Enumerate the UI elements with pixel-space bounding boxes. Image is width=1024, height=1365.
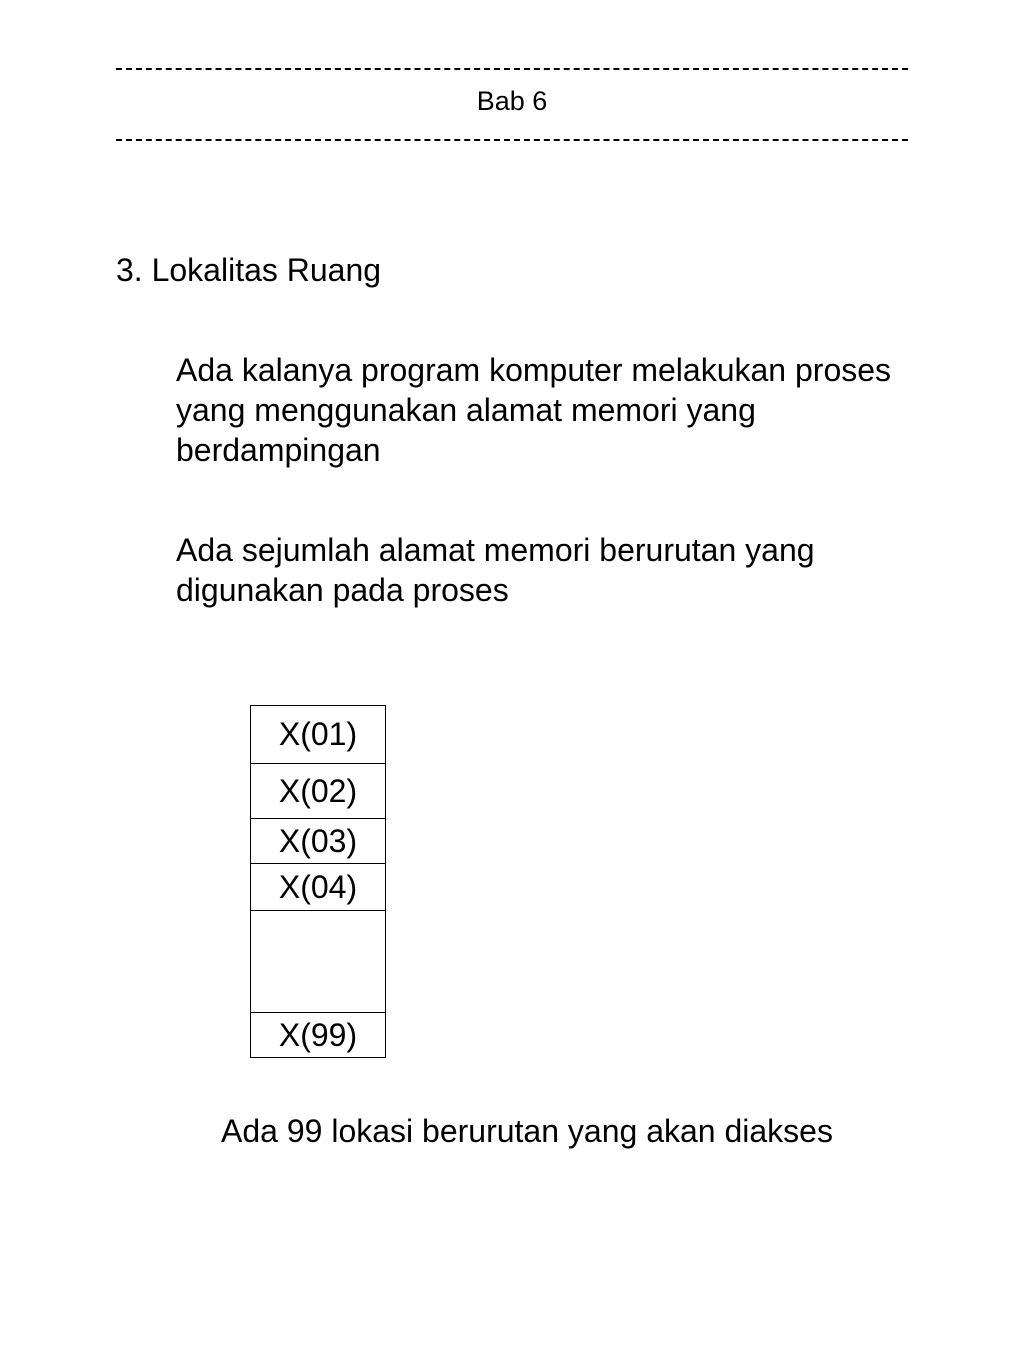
- paragraph-line: Ada sejumlah alamat memori berurutan yang: [176, 532, 815, 568]
- section-heading: 3. Lokalitas Ruang: [116, 252, 382, 288]
- table-caption: Ada 99 lokasi berurutan yang akan diakses: [221, 1113, 833, 1149]
- chapter-title: Bab 6: [476, 86, 548, 116]
- paragraph-line: berdampingan: [176, 432, 381, 468]
- memory-cell: X(02): [251, 764, 385, 819]
- memory-cell: X(99): [278, 1016, 358, 1053]
- memory-cell: X(03): [251, 819, 385, 864]
- memory-cell-ellipsis-gap: [251, 911, 385, 1013]
- paragraph-line: digunakan pada proses: [176, 572, 509, 608]
- memory-cell: X(04): [251, 864, 385, 911]
- paragraph-line: Ada kalanya program komputer melakukan proses: [176, 352, 892, 388]
- header-divider-top: [116, 68, 908, 70]
- memory-cell: X(01): [251, 706, 385, 764]
- paragraph-adjacent-addresses: [176, 350, 976, 470]
- paragraph-line: yang menggunakan alamat memori yang: [176, 392, 756, 428]
- header-divider-bottom: [116, 139, 908, 141]
- memory-address-table: [250, 705, 386, 1058]
- paragraph-sequential-addresses: [176, 530, 976, 610]
